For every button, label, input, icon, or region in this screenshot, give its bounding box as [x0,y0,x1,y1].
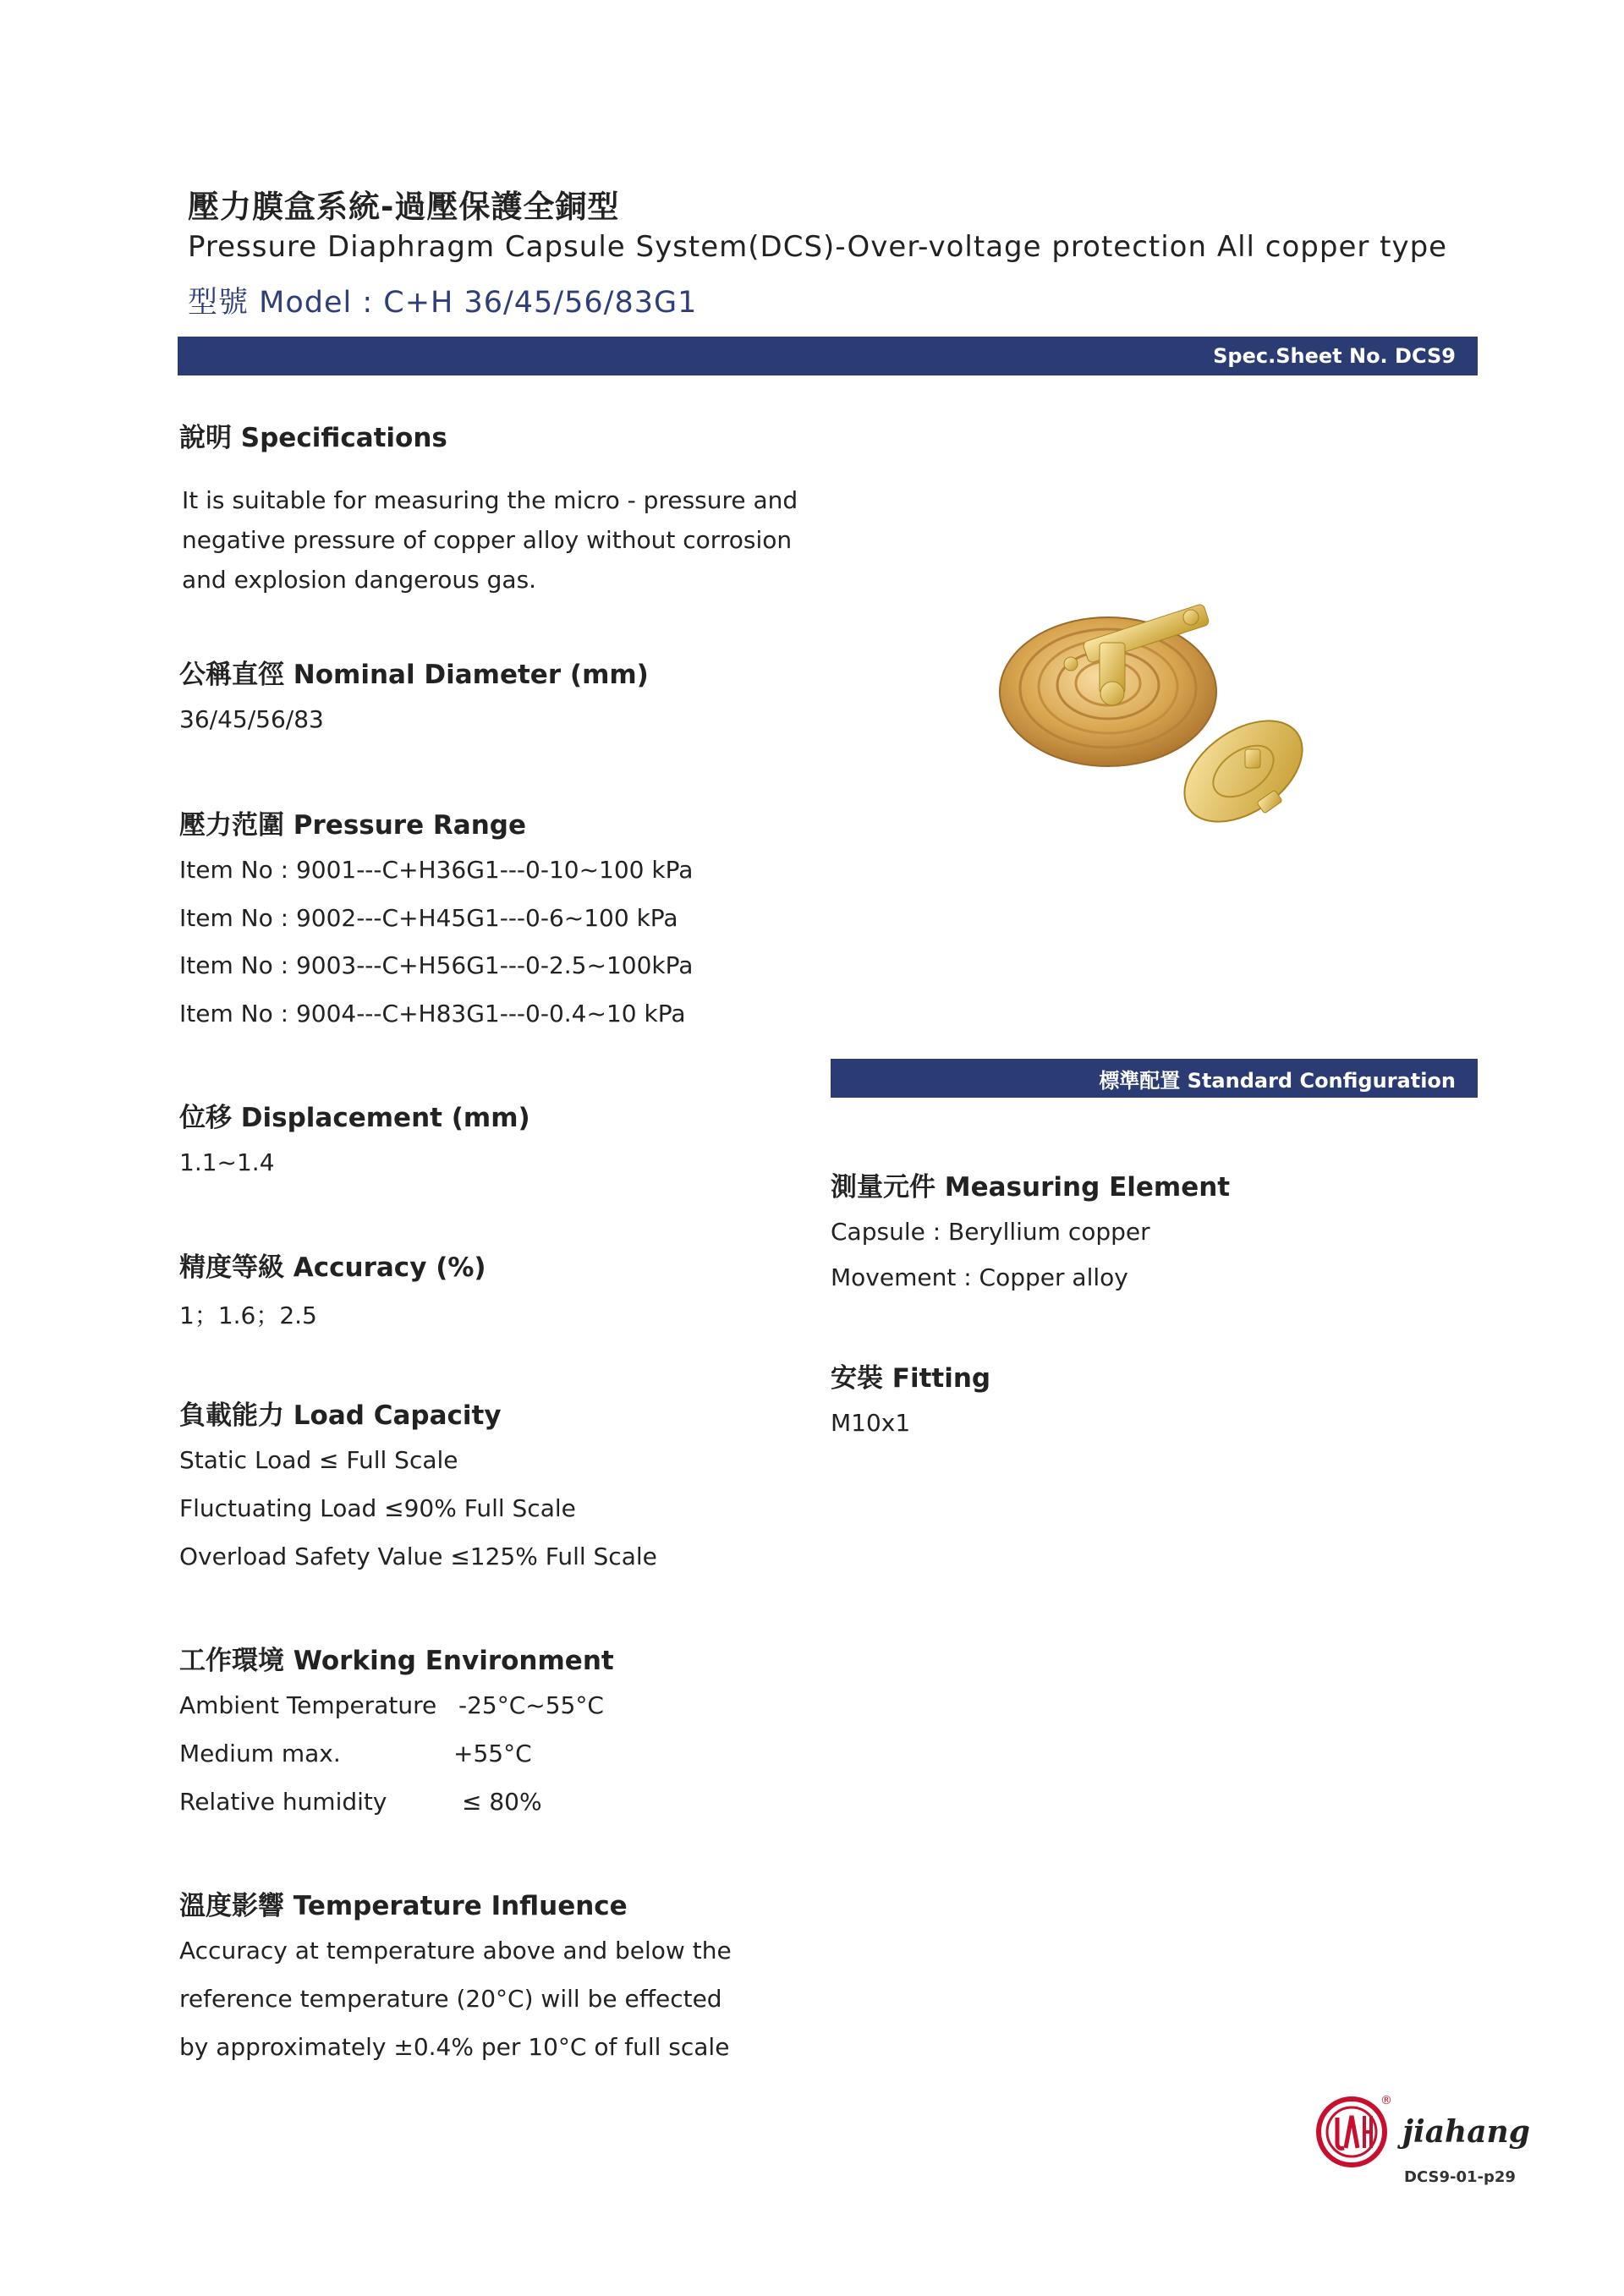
load-capacity-item: Static Load ≤ Full Scale [179,1446,458,1474]
nominal-diameter-heading: 公稱直徑 Nominal Diameter (mm) [179,660,649,690]
pressure-range-item: Item No : 9003---C+H56G1---0-2.5~100kPa [179,951,694,979]
temperature-influence-line: reference temperature (20°C) will be effected [179,1985,722,2013]
fitting-heading: 安裝 Fitting [831,1363,991,1394]
specifications-heading: 說明 Specifications [179,423,447,453]
pressure-range-item: Item No : 9001---C+H36G1---0-10~100 kPa [179,856,694,884]
load-capacity-item: Fluctuating Load ≤90% Full Scale [179,1494,576,1522]
load-capacity-item: Overload Safety Value ≤125% Full Scale [179,1543,657,1570]
specifications-line: and explosion dangerous gas. [182,566,537,594]
measuring-element-item: Movement : Copper alloy [831,1263,1128,1291]
measuring-element-item: Capsule : Beryllium copper [831,1218,1150,1246]
product-photo [990,584,1320,837]
specifications-text [182,480,798,600]
model-number: 型號 Model : C+H 36/45/56/83G1 [188,286,698,320]
spec-sheet-number: Spec.Sheet No. DCS9 [1213,344,1456,368]
page-code: DCS9-01-p29 [1404,2168,1516,2186]
specifications-line: negative pressure of copper alloy without corrosion [182,526,793,554]
pressure-range-item: Item No : 9002---C+H45G1---0-6~100 kPa [179,904,678,932]
measuring-element-heading: 測量元件 Measuring Element [831,1172,1231,1203]
accuracy-value: 1；1.6；2.5 [179,1301,317,1329]
page-title-chinese: 壓力膜盒系統-過壓保護全銅型 [188,189,620,225]
standard-configuration-label: 標準配置 Standard Configuration [1099,1068,1456,1093]
displacement-value: 1.1~1.4 [179,1148,275,1176]
specifications-line: It is suitable for measuring the micro - pressure and [182,486,798,514]
registered-mark: ® [1380,2094,1392,2107]
medium-max-label: Medium max. [179,1740,341,1767]
spec-sheet-band [178,337,1478,375]
relative-humidity-label: Relative humidity [179,1788,387,1816]
working-environment-heading: 工作環境 Working Environment [179,1646,614,1676]
temperature-influence-line: Accuracy at temperature above and below the [179,1937,732,1964]
ambient-temperature-label: Ambient Temperature [179,1691,437,1719]
displacement-heading: 位移 Displacement (mm) [179,1103,530,1133]
pressure-range-heading: 壓力范圍 Pressure Range [179,810,526,841]
page-title-english: Pressure Diaphragm Capsule System(DCS)-Over-voltage protection All copper type [188,230,1448,264]
accuracy-heading: 精度等級 Accuracy (%) [179,1252,486,1283]
load-capacity-heading: 負載能力 Load Capacity [179,1400,502,1431]
temperature-influence-heading: 溫度影響 Temperature Influence [179,1891,628,1921]
nominal-diameter-value: 36/45/56/83 [179,705,324,733]
standard-configuration-band [831,1059,1478,1098]
relative-humidity-value: ≤ 80% [462,1788,542,1816]
pressure-range-item: Item No : 9004---C+H83G1---0-0.4~10 kPa [179,1000,686,1027]
brand-name: jiahang [1402,2114,1530,2150]
temperature-influence-line: by approximately ±0.4% per 10°C of full scale [179,2033,730,2061]
company-logo-icon [1315,2096,1388,2168]
fitting-value: M10x1 [831,1409,911,1437]
medium-max-value: +55°C [453,1740,532,1767]
ambient-temperature-value: -25°C~55°C [458,1691,604,1719]
